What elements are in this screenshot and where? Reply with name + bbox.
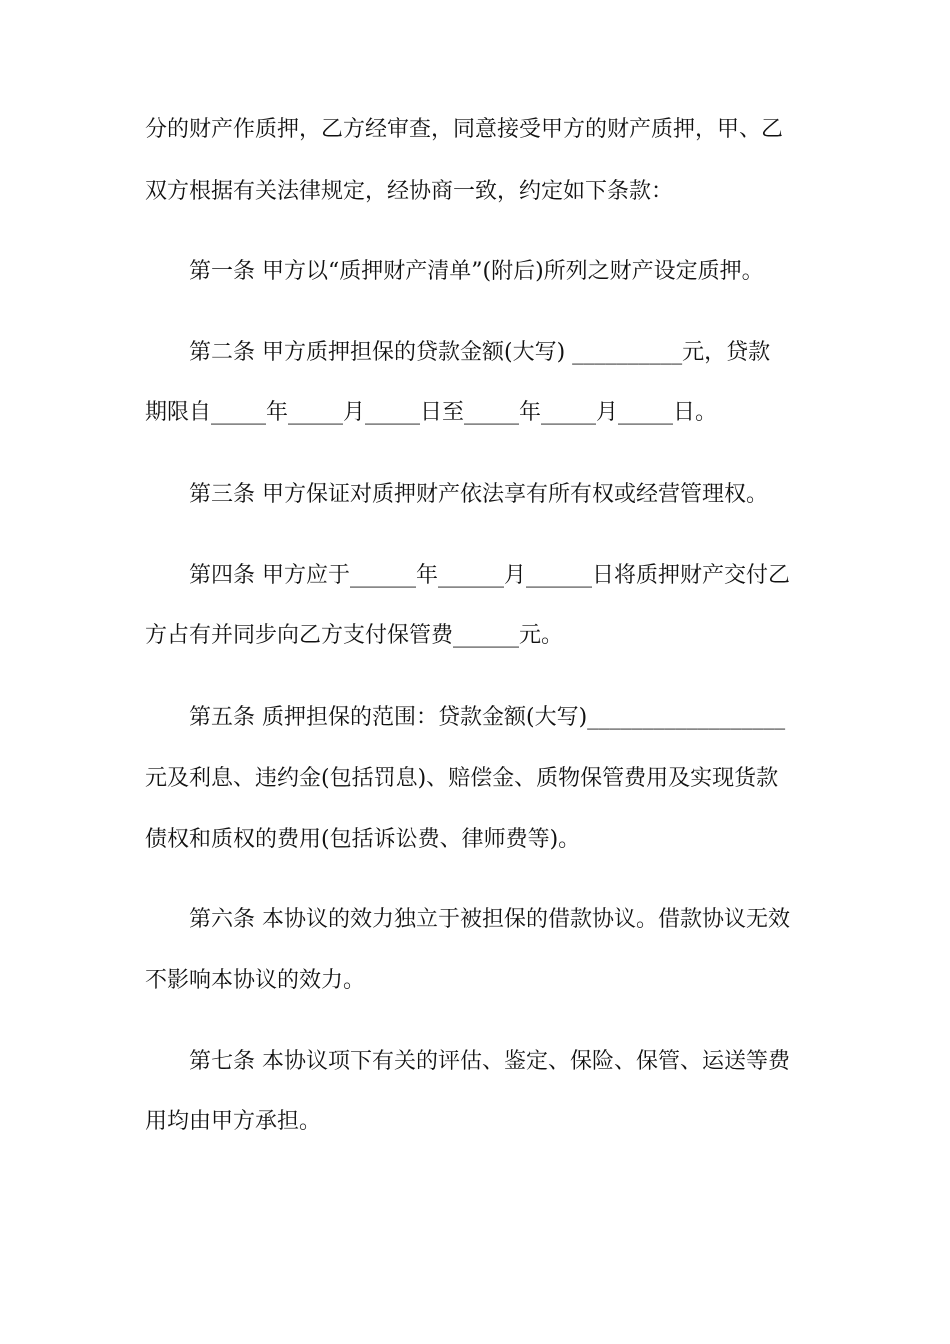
article-2: 第二条 甲方质押担保的贷款金额(大写) __________元，贷款 xyxy=(189,340,771,365)
text-line: 期限自_____年_____月_____日至_____年_____月_____日。 xyxy=(145,400,718,425)
article-3: 第三条 甲方保证对质押财产依法享有所有权或经营管理权。 xyxy=(189,482,768,507)
text-line: 用均由甲方承担。 xyxy=(145,1109,322,1134)
article-5: 第五条 质押担保的范围：贷款金额(大写)__________________ xyxy=(189,705,786,730)
text-line: 元及利息、违约金(包括罚息)、赔偿金、质物保管费用及实现货款 xyxy=(145,766,779,791)
text-line: 债权和质权的费用(包括诉讼费、律师费等)。 xyxy=(145,827,581,852)
text-line: 双方根据有关法律规定，经协商一致，约定如下条款： xyxy=(145,179,674,204)
text-line: 方占有并同步向乙方支付保管费______元。 xyxy=(145,623,564,648)
article-1: 第一条 甲方以“质押财产清单”(附后)所列之财产设定质押。 xyxy=(189,259,764,284)
article-6: 第六条 本协议的效力独立于被担保的借款协议。借款协议无效 xyxy=(189,907,790,932)
text-line: 不影响本协议的效力。 xyxy=(145,968,366,993)
article-7: 第七条 本协议项下有关的评估、鉴定、保险、保管、运送等费 xyxy=(189,1049,790,1074)
article-4: 第四条 甲方应于______年______月______日将质押财产交付乙 xyxy=(189,563,790,588)
text-line: 分的财产作质押，乙方经审查，同意接受甲方的财产质押，甲、乙 xyxy=(145,117,784,142)
